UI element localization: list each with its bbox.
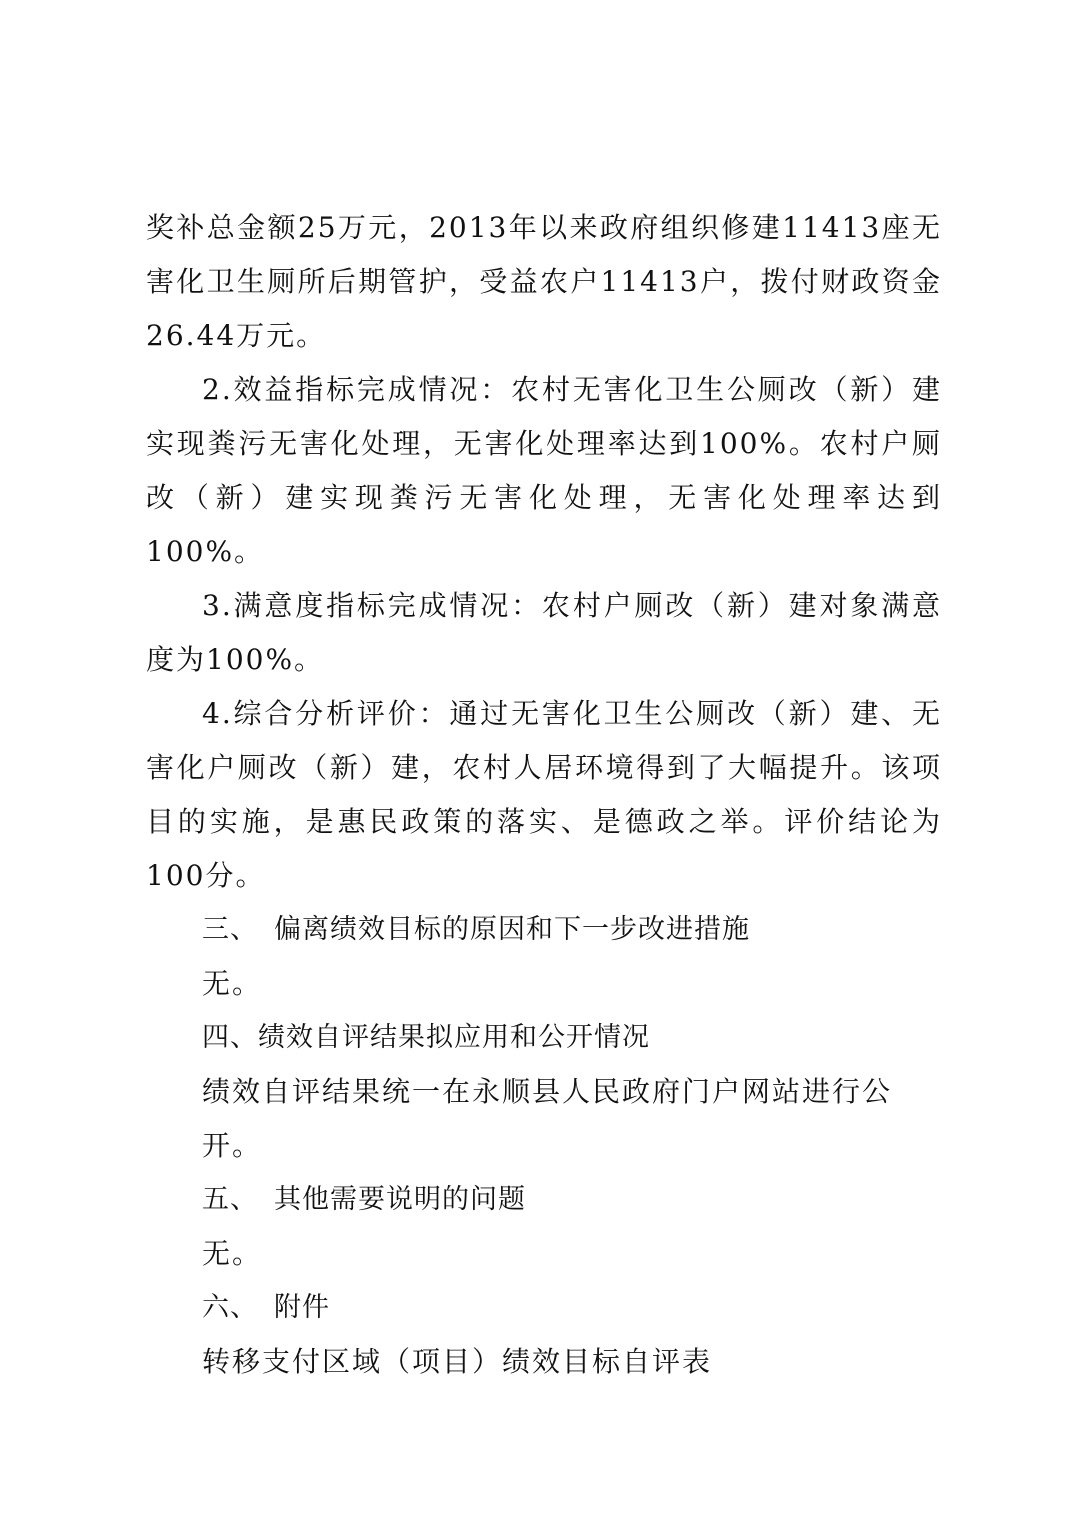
section-title: 附件 [274,1292,330,1323]
section-title: 绩效自评结果拟应用和公开情况 [258,1022,650,1053]
section-body-application: 绩效自评结果统一在永顺县人民政府门户网站进行公开。 [202,1075,893,1162]
section-title: 其他需要说明的问题 [274,1184,526,1215]
section-heading-application [146,1011,942,1065]
section-body-other-issues: 无。 [202,1237,263,1270]
paragraph-comprehensive-evaluation: 4.综合分析评价：通过无害化卫生公厕改（新）建、无害化户厕改（新）建，农村人居环境得到了大幅提升。该项目的实施，是惠民政策的落实、是德政之举。评价结论为100分。 [146,697,942,892]
section-body-deviation: 无。 [202,967,263,1000]
paragraph-funding: 奖补总金额25万元，2013年以来政府组织修建11413座无害化卫生厕所后期管护，受益农户11413户，拨付财政资金26.44万元。 [146,211,942,352]
section-heading-other-issues [146,1173,942,1227]
paragraph-benefit-indicators: 2.效益指标完成情况：农村无害化卫生公厕改（新）建实现粪污无害化处理，无害化处理率达到100%。农村户厕改（新）建实现粪污无害化处理，无害化处理率达到100%。 [146,373,942,568]
section-heading-deviation [146,903,942,957]
section-number: 六、 [202,1292,258,1323]
section-number: 三、 [202,914,258,945]
section-number: 四、 [202,1022,258,1053]
section-body-attachment: 转移支付区域（项目）绩效目标自评表 [202,1345,713,1378]
section-title: 偏离绩效目标的原因和下一步改进措施 [274,914,750,945]
document-body [146,201,942,1389]
paragraph-satisfaction-indicators: 3.满意度指标完成情况：农村户厕改（新）建对象满意度为100%。 [146,589,942,676]
section-heading-attachment [146,1281,942,1335]
section-number: 五、 [202,1184,258,1215]
